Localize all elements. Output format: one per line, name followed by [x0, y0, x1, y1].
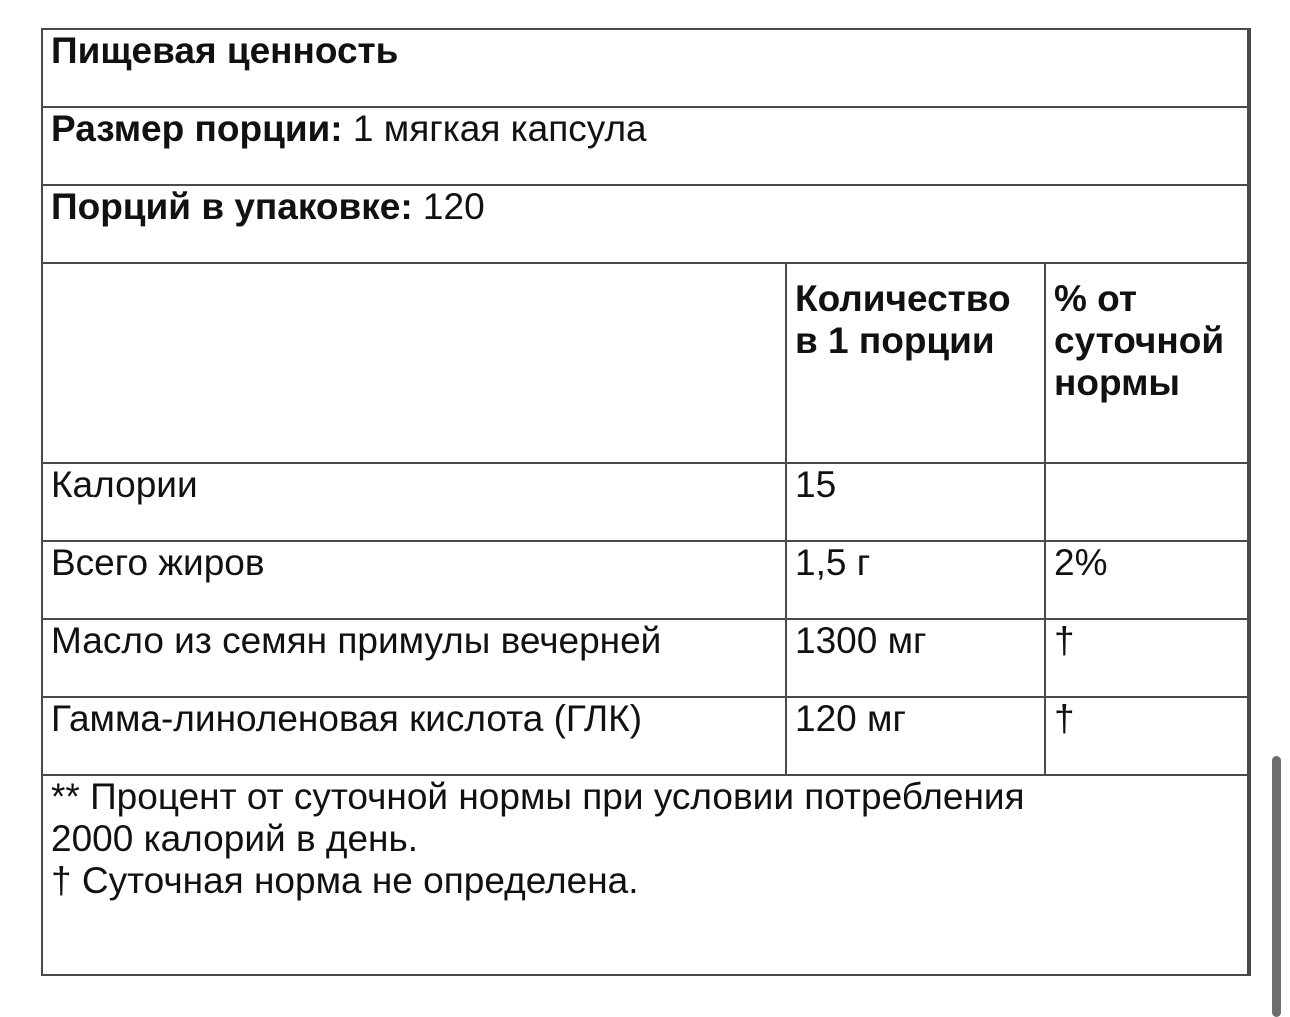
servings-per-container-label: Порций в упаковке:: [51, 186, 413, 227]
footnotes: [42, 775, 1250, 975]
title-row: [42, 29, 1250, 107]
footnote-row: [42, 775, 1250, 975]
nutrient-amount: 120 мг: [786, 697, 1045, 775]
servings-per-container-row: [42, 185, 1250, 263]
nutrient-name: Гамма-линоленовая кислота (ГЛК): [42, 697, 786, 775]
table-row: [42, 697, 1250, 775]
table-row: [42, 619, 1250, 697]
nutrient-name: Масло из семян примулы вечерней: [42, 619, 786, 697]
dv-header-line2: суточной: [1054, 320, 1225, 361]
column-header-row: [42, 263, 1250, 463]
footnote-dagger: † Суточная норма не определена.: [51, 860, 639, 901]
daily-value-column-header: [1045, 263, 1250, 463]
nutrient-name: Всего жиров: [42, 541, 786, 619]
table-row: [42, 463, 1250, 541]
nutrient-amount: 15: [786, 463, 1045, 541]
footnote-calories: 2000 калорий в день.: [51, 818, 419, 859]
nutrient-name: Калории: [42, 463, 786, 541]
page-title: Пищевая ценность: [42, 29, 1250, 107]
amount-header-line2: в 1 порции: [795, 320, 995, 361]
vertical-scrollbar[interactable]: [1272, 756, 1281, 1017]
table-row: [42, 541, 1250, 619]
dv-header-line3: нормы: [1054, 362, 1181, 403]
nutrition-facts-table: [41, 28, 1251, 976]
nutrient-amount: 1300 мг: [786, 619, 1045, 697]
footnote-daily-value-basis: ** Процент от суточной нормы при условии потребления: [51, 776, 1025, 817]
amount-column-header: [786, 263, 1045, 463]
nutrient-amount: 1,5 г: [786, 541, 1045, 619]
nutrient-daily-value: 2%: [1045, 541, 1250, 619]
nutrient-daily-value: [1045, 463, 1250, 541]
header-empty-cell: [42, 263, 786, 463]
serving-size-label: Размер порции:: [51, 108, 343, 149]
serving-size-value: 1 мягкая капсула: [352, 108, 647, 149]
dv-header-line1: % от: [1054, 278, 1137, 319]
nutrient-daily-value: †: [1045, 619, 1250, 697]
amount-header-line1: Количество: [795, 278, 1011, 319]
nutrient-daily-value: †: [1045, 697, 1250, 775]
servings-per-container-value: 120: [422, 186, 485, 227]
serving-size-row: [42, 107, 1250, 185]
